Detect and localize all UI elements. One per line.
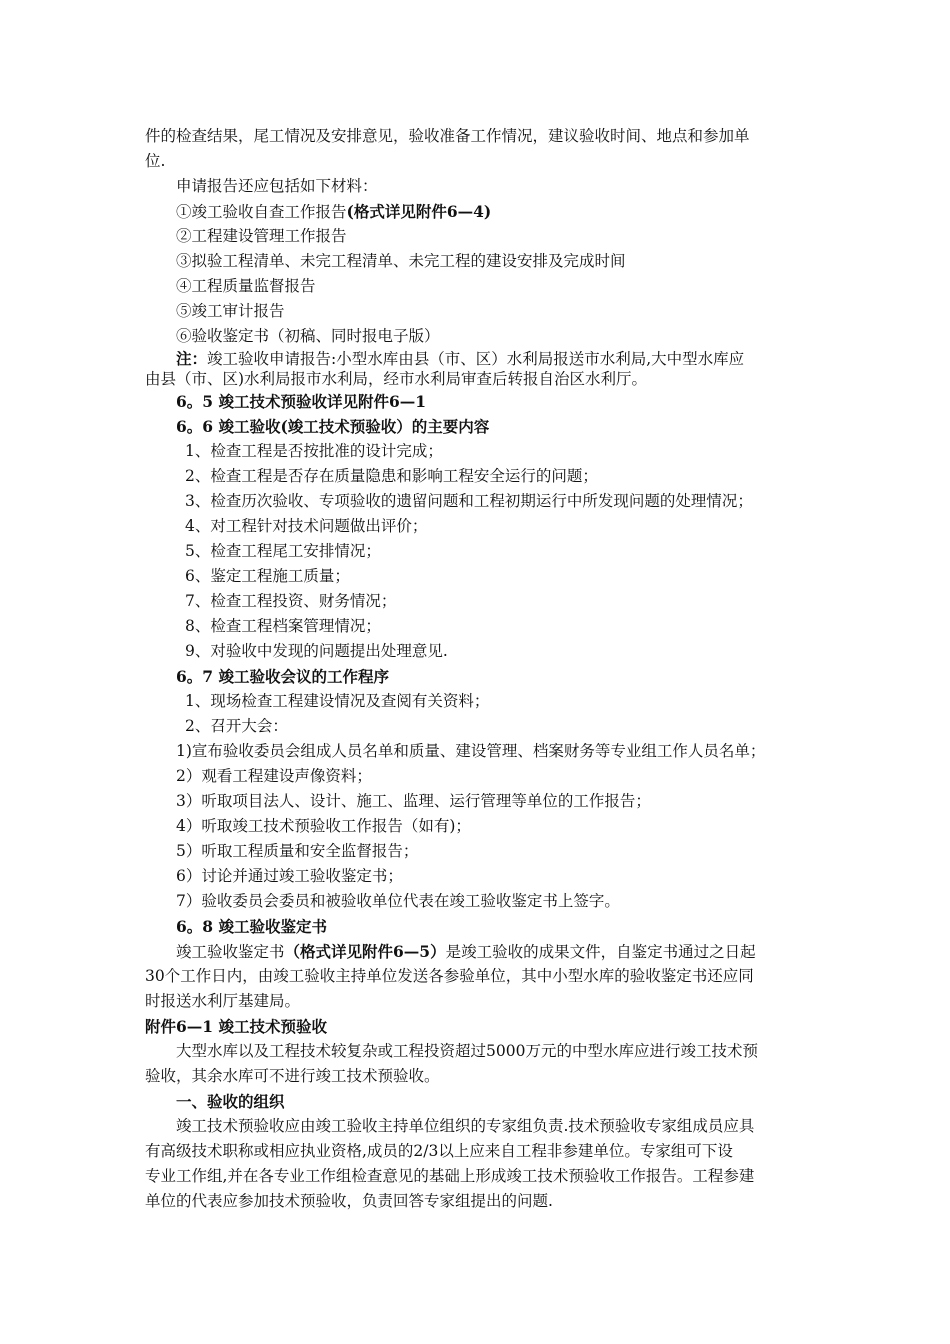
sub-list-item: 4）听取竣工技术预验收工作报告（如有)； bbox=[176, 817, 471, 835]
paragraph-line: 时报送水利厅基建局。 bbox=[145, 992, 301, 1010]
paragraph-line: 有高级技术职称或相应执业资格,成员的2/3以上应来自工程非参建单位。专家组可下设 bbox=[145, 1142, 733, 1160]
subsection-title: 一、验收的组织 bbox=[176, 1092, 285, 1111]
list-item: 8、检查工程档案管理情况； bbox=[185, 617, 381, 635]
list-item: 5、检查工程尾工安排情况； bbox=[185, 542, 381, 560]
section-title-6-6: 6。6 竣工验收(竣工技术预验收）的主要内容 bbox=[176, 417, 490, 436]
paragraph-line: 大型水库以及工程技术较复杂或工程投资超过5000万元的中型水库应进行竣工技术预 bbox=[176, 1042, 758, 1060]
list-item: 1、检查工程是否按批准的设计完成； bbox=[185, 442, 443, 460]
list-item: 2、检查工程是否存在质量隐患和影响工程安全运行的问题； bbox=[185, 467, 598, 485]
section-title-6-5: 6。5 竣工技术预验收详见附件6—1 bbox=[176, 392, 427, 411]
sub-list-item: 5）听取工程质量和安全监督报告； bbox=[176, 842, 419, 860]
sub-list-item: 2）观看工程建设声像资料； bbox=[176, 767, 372, 785]
sub-list-item: 1)宣布验收委员会组成人员名单和质量、建设管理、档案财务等专业组工作人员名单； bbox=[176, 742, 766, 760]
appendix-title: 附件6—1 竣工技术预验收 bbox=[145, 1017, 327, 1036]
paragraph-line: 验收，其余水库可不进行竣工技术预验收。 bbox=[145, 1067, 440, 1085]
list-item: 4、对工程针对技术问题做出评价； bbox=[185, 517, 428, 535]
list-item: 1、现场检查工程建设情况及查阅有关资料； bbox=[185, 692, 490, 710]
intro-line: 件的检查结果，尾工情况及安排意见，验收准备工作情况，建议验收时间、地点和参加单 bbox=[145, 127, 750, 145]
material-item: ②工程建设管理工作报告 bbox=[176, 227, 347, 245]
note-line: 注：竣工验收申请报告:小型水库由县（市、区）水利局报送市水利局,大中型水库应 bbox=[176, 349, 745, 368]
material-item: ⑥验收鉴定书（初稿、同时报电子版） bbox=[176, 327, 440, 345]
material-item: ⑤竣工审计报告 bbox=[176, 302, 285, 320]
section-title-6-8: 6。8 竣工验收鉴定书 bbox=[176, 917, 327, 936]
section-title-6-7: 6。7 竣工验收会议的工作程序 bbox=[176, 667, 389, 686]
material-item: ③拟验工程清单、未完工程清单、未完工程的建设安排及完成时间 bbox=[176, 252, 626, 270]
intro-line: 位. bbox=[145, 152, 166, 170]
paragraph-line: 竣工技术预验收应由竣工验收主持单位组织的专家组负责.技术预验收专家组成员应具 bbox=[176, 1117, 755, 1135]
list-item: 3、检查历次验收、专项验收的遗留问题和工程初期运行中所发现问题的处理情况； bbox=[185, 492, 753, 510]
materials-heading: 申请报告还应包括如下材料： bbox=[176, 177, 378, 195]
paragraph-line: 单位的代表应参加技术预验收，负责回答专家组提出的问题. bbox=[145, 1192, 553, 1210]
sub-list-item: 3）听取项目法人、设计、施工、监理、运行管理等单位的工作报告； bbox=[176, 792, 651, 810]
paragraph-line: 专业工作组,并在各专业工作组检查意见的基础上形成竣工技术预验收工作报告。工程参建 bbox=[145, 1167, 755, 1185]
paragraph-line: 30个工作日内，由竣工验收主持单位发送各参验单位，其中小型水库的验收鉴定书还应同 bbox=[145, 967, 754, 985]
list-item: 6、鉴定工程施工质量； bbox=[185, 567, 350, 585]
material-item: ①竣工验收自查工作报告(格式详见附件6—4) bbox=[176, 202, 492, 221]
list-item: 7、检查工程投资、财务情况； bbox=[185, 592, 397, 610]
sub-list-item: 7）验收委员会委员和被验收单位代表在竣工验收鉴定书上签字。 bbox=[176, 892, 620, 910]
material-item: ④工程质量监督报告 bbox=[176, 277, 316, 295]
list-item: 2、召开大会： bbox=[185, 717, 288, 735]
paragraph-line: 竣工验收鉴定书（格式详见附件6—5）是竣工验收的成果文件，自鉴定书通过之日起 bbox=[176, 942, 756, 961]
note-line: 由县（市、区)水利局报市水利局，经市水利局审查后转报自治区水利厅。 bbox=[145, 370, 648, 388]
document-page bbox=[145, 124, 813, 1214]
list-item: 9、对验收中发现的问题提出处理意见. bbox=[185, 642, 448, 660]
sub-list-item: 6）讨论并通过竣工验收鉴定书； bbox=[176, 867, 403, 885]
